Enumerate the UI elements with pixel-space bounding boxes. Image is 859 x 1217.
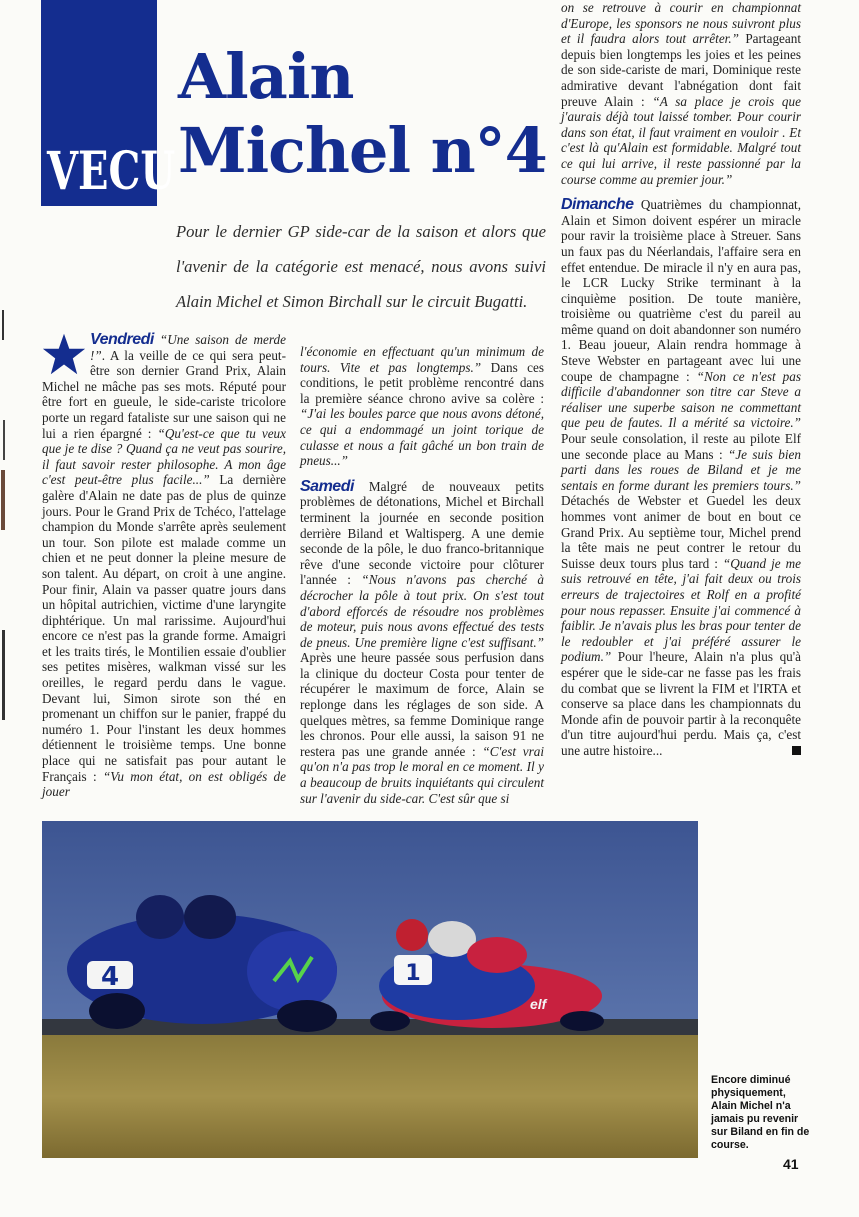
day-heading-dimanche: Dimanche — [561, 196, 634, 214]
photo-caption: Encore diminué physiquement, Alain Michel n'a jamais pu revenir sur Biland en fin de course. — [711, 1074, 810, 1151]
sponsor-logo: elf — [530, 996, 547, 1012]
column-right — [561, 0, 801, 759]
section-tag — [41, 0, 176, 206]
section-letter: C — [108, 140, 141, 203]
quote: “Quand je me suis retrouvé en tête, j'ai fait deux ou trois erreurs de trajectoires et Rolf en a profité pour nous repasser. Ensuite j'ai commencé à faiblir. Je n'avais plus les bras pour tenter de le redoubler et j'ai préféré assurer le podium.” — [561, 555, 801, 665]
quote: on se retrouve à courir en championnat d'Europe, les sponsors ne nous suivront plus et il faudra alors tout arrêter.” — [561, 0, 801, 47]
article-title-line1: Alain — [178, 40, 354, 113]
quote: “Non ce n'est pas difficile d'abandonner son titre car Steve a réaliser une superbe saison ne commettant que peu de fautes. Il a mérité sa victoire.” — [561, 368, 801, 431]
quote: “J'ai les boules parce que nous avons détoné, ce qui a endommagé un joint torique de culasse et nous a fait gâché un bon train de pneus...” — [300, 406, 544, 469]
body-text: . A la veille de ce qui sera peut-être son dernier Grand Prix, Alain Michel ne mâche pas ses mots. Réputé pour être fort en gueule, le side-cariste tricolore porte un regard fataliste sur une saison qui ne lui a rien épargné : — [42, 347, 286, 441]
body-text: Malgré de nouveaux petits problèmes de détonations, Michel et Birchall terminent la journée en seconde position derrière Biland et Waltisperg. A une demie seconde de la pôle, le duo franco-britannique rêve d'une seconde victoire pour clôturer l'année : — [300, 478, 545, 588]
scan-margin-marks — [0, 300, 8, 720]
page-number: 41 — [783, 1156, 799, 1172]
quote: “C'est vrai qu'on n'a pas trop le moral en ce moment. Il y a beaucoup de bruits inquiétants qui circulent sur l'avenir du side-car. C'est sûr que si — [300, 743, 544, 806]
article-title — [178, 40, 558, 188]
day-heading-samedi: Samedi — [300, 477, 354, 495]
article-title-line2: Michel n°4 — [178, 114, 547, 187]
quote: “Je suis bien parti dans les roues de Biland et je me sentais en forme durant les premiers tours.” — [561, 446, 801, 493]
quote: “Vu mon état, on est obligés de jouer — [42, 768, 286, 800]
sidecar-number: 1 — [405, 961, 421, 986]
day-heading-vendredi: Vendredi — [90, 331, 154, 348]
section-letter: V — [47, 140, 79, 203]
quote: “Nous n'avons pas cherché à décrocher la pôle à tout prix. On s'est tout d'abord efforcés de résoudre nos problèmes de moteur, puis nous avons effectué des tests de pneus. Une première ligne c'est suffisant.” — [300, 572, 545, 650]
section-letter: U — [140, 140, 176, 203]
body-text: Pour seule consolation, il reste au pilote Elf une seconde place au Mans : — [561, 431, 801, 462]
quote: “Qu'est-ce que tu veux que je te dise ? Quand ça ne veut pas sourire, il faut savoir rester philosophe. A mon âge c'est peut-être plus facile...” — [42, 425, 287, 488]
article-lead: Pour le dernier GP side-car de la saison et alors que l'avenir de la catégorie est menacé, nous avons suivi Alain Michel et Simon Birchall sur le circuit Bugatti. — [176, 222, 546, 311]
body-text: Partageant depuis bien longtemps les joies et les peines de son side-cariste de mari, Dominique reste admirative devant l'abnégation dont fait preuve Alain : — [561, 31, 801, 109]
sidecar-number: 4 — [100, 962, 120, 992]
star-icon — [42, 332, 86, 376]
body-text: Détachés de Webster et Guedel les deux hommes vont animer de bout en bout ce Grand Prix. Au septième tour, Michel prend la tête mais ne peut contrer le retour du Suisse deux tours plus tard : — [561, 493, 801, 571]
section-letter: E — [78, 140, 109, 203]
column-middle — [300, 344, 544, 806]
column-left — [42, 332, 286, 800]
body-text: Quatrièmes du championnat, Alain et Simon doivent espérer un miracle pour ravir la troisième place à Streuer. Sans un faux pas du Néerlandais, l'affaire sera en effet entendue. De miracle il n'y en aura pas, le LCR Lucky Strike terminant à la cinquième position. De toute manière, troisième ou quatrième c'est du pareil au même quand on doit abandonner son numéro 1. Beau joueur, Alain rendra hommage à Steve Webster en partageant avec lui une coupe de champagne : — [561, 197, 802, 384]
quote: l'économie en effectuant qu'un minimum de tours. Vite et pas longtemps.” — [300, 344, 544, 375]
body-text: Pour l'heure, Alain n'a plus qu'à espérer que le side-car ne fasse pas les frais du combat que se livrent la FIM et l'IRTA et conserve sa place dans les championnats du Monde afin de pouvoir partir à la reconquête d'un titre aujourd'hui perdu. Mais ça, c'est une autre histoire... — [561, 649, 801, 758]
race-photo — [42, 821, 698, 1158]
quote: “Une saison de merde !” — [90, 332, 286, 363]
body-text: Dans ces conditions, le petit problème rencontré dans la première séance chrono avive sa colère : — [300, 359, 544, 406]
body-text: Après une heure passée sous perfusion dans la clinique du docteur Costa pour tenter de récupérer le maximum de force, Alain se replonge dans les réglages de son side. A quelques mètres, sa femme Dominique range les chronos. Pour elle aussi, la saison 91 ne restera pas une grande année : — [300, 650, 544, 759]
body-text: La dernière galère d'Alain ne date pas de plus de quinze jours. Pour le Grand Prix de Tchéco, l'attelage champion du Monde s'arrête après seulement un tour. Son pilote est malade comme un chien et ne peut donner la pleine mesure de son talent. Au départ, on croit à une angine. Pour finir, Alain va passer quatre jours dans un hôpital autrichien, victime d'une laryngite diphtérique. Un mal rarissime. Aujourd'hui encore ce n'est pas la grande forme. Amaigri et les traits tirés, le Montilien essaie d'oublier ses petites misères, walkman vissé sur les oreilles, le regard perdu dans le vague. Devant lui, Simon sirote son thé en promenant un chiffon sur le panier, frappé du numéro 1. Pour l'instant les deux hommes détiennent le troisième temps. Une bonne place qui ne satisfait pas pour autant le Français : — [42, 472, 287, 784]
quote: “A sa place je crois que j'aurais déjà tout laissé tomber. Pour courir dans son état, il faut vraiment en vouloir . Et c'est là qu'Alain est formidable. Malgré tout ce qui lui arrive, il reste passionné par la course comme au premier jour.” — [561, 93, 801, 187]
race-photo-illustration — [42, 821, 698, 1158]
end-square-icon — [792, 746, 801, 755]
section-tag-letters — [47, 140, 176, 203]
